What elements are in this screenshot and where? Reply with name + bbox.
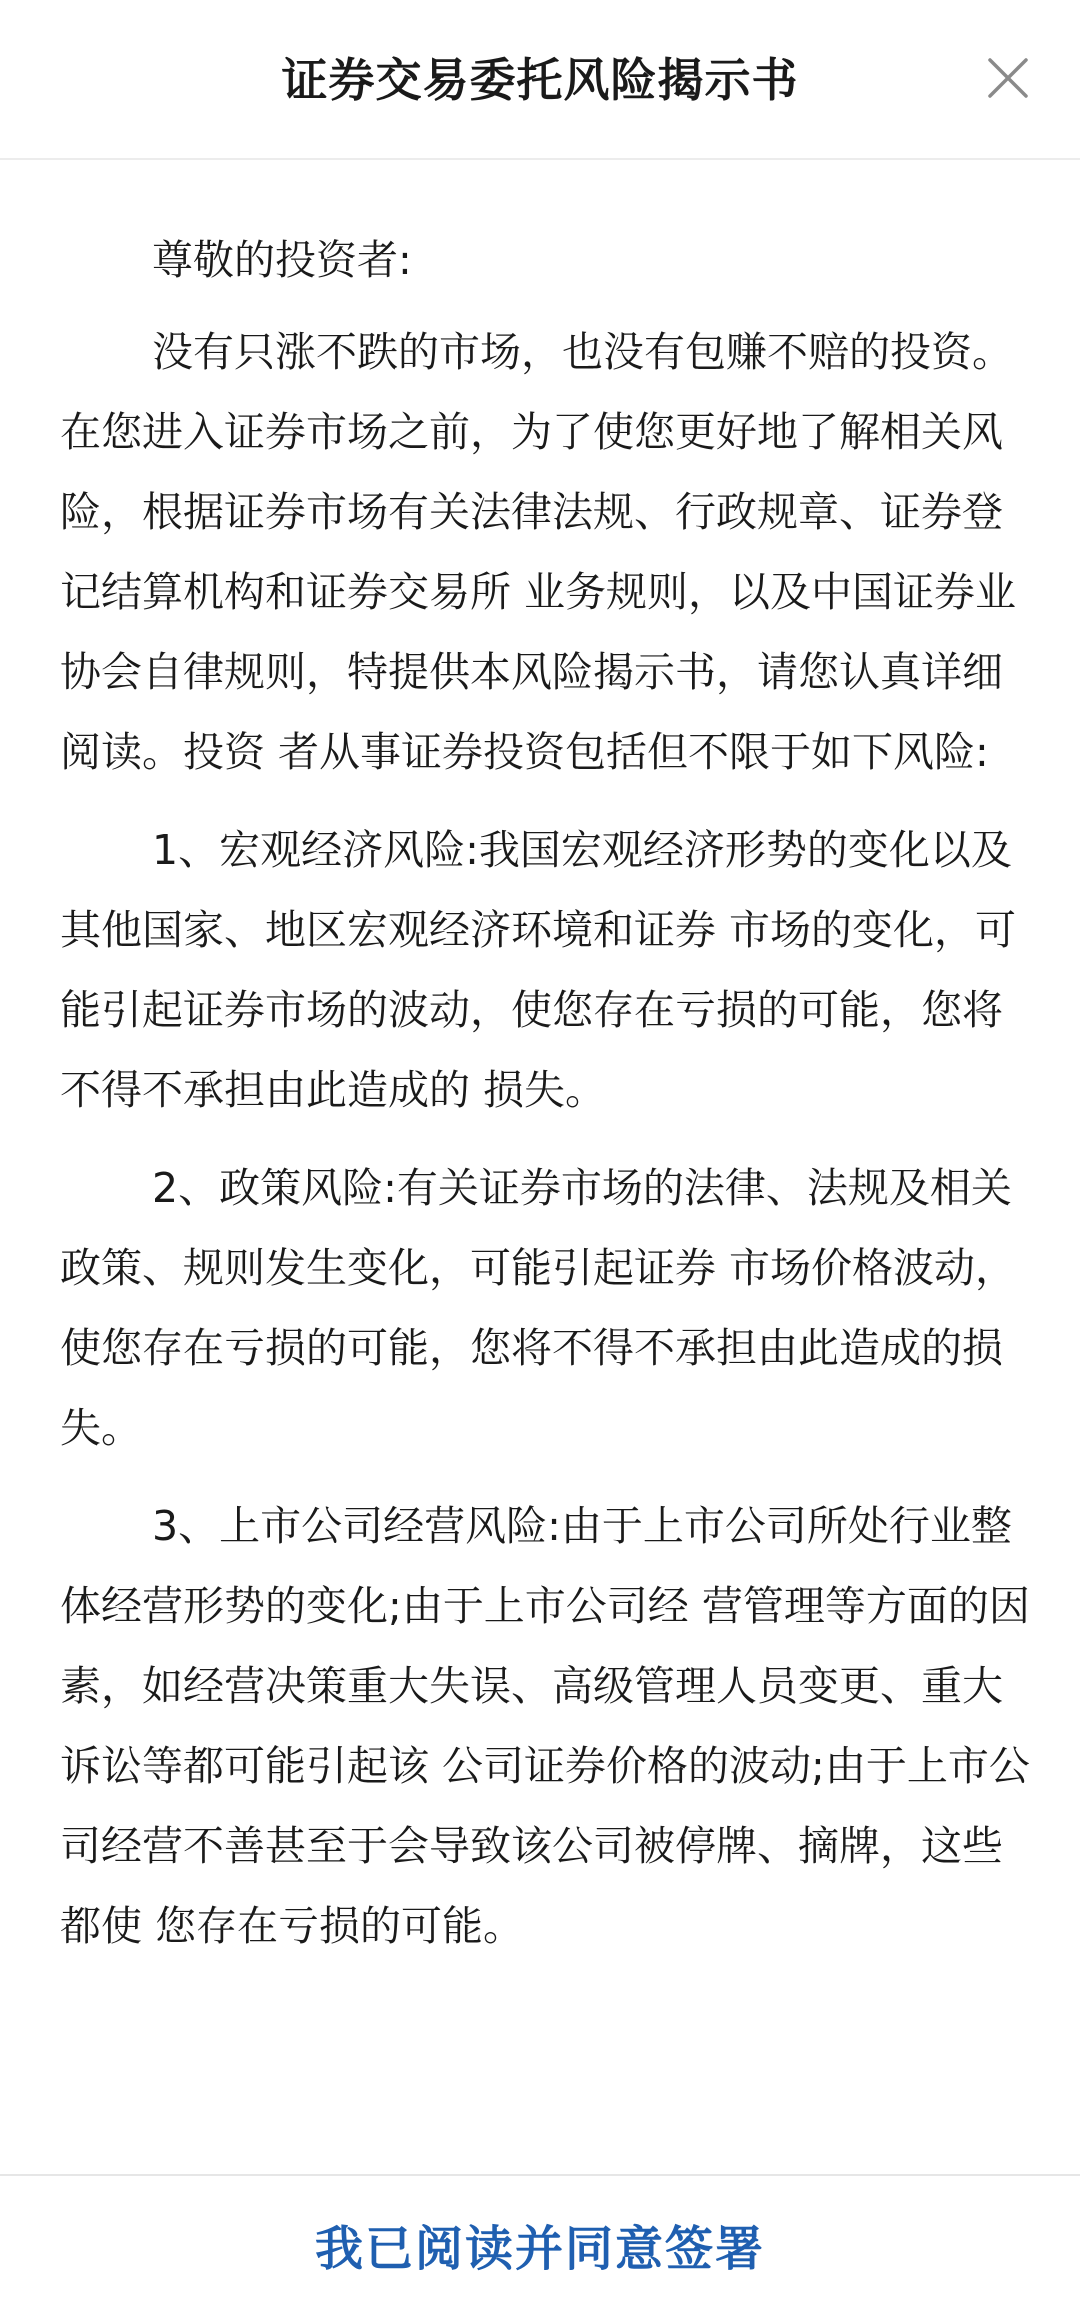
intro-paragraph: 没有只涨不跌的市场，也没有包赚不赔的投资。在您进入证券市场之前，为了使您更好地了解相关风险，根据证券市场有关法律法规、行政规章、证券登记结算机构和证券交易所 业务规则，以及中国证券业协会自律规则，特提供本风险揭示书，请您认真详细阅读。投资 者从事证券投资包括但不限于如下风险: bbox=[60, 328, 1017, 776]
greeting-text: 尊敬的投资者: bbox=[152, 236, 412, 284]
risk-item-listed-company: 3、上市公司经营风险:由于上市公司所处行业整体经营形势的变化;由于上市公司经 营管理等方面的因素，如经营决策重大失误、高级管理人员变更、重大诉讼等都可能引起该 公司证券价格的波动;由于上市公司经营不善甚至于会导致该公司被停牌、摘牌，这些都使 您存在亏损的可能。 bbox=[60, 1502, 1030, 1950]
risk-item-policy: 2、政策风险:有关证券市场的法律、法规及相关政策、规则发生变化，可能引起证券 市场价格波动，使您存在亏损的可能，您将不得不承担由此造成的损失。 bbox=[60, 1164, 1017, 1452]
footer-bar bbox=[0, 2174, 1080, 2322]
document-scroll-area[interactable] bbox=[0, 160, 1080, 2174]
close-button[interactable] bbox=[976, 46, 1040, 110]
close-icon bbox=[976, 46, 1040, 110]
agree-and-sign-button[interactable]: 我已阅读并同意签署 bbox=[314, 2221, 765, 2277]
risk-item-macro-economic: 1、宏观经济风险:我国宏观经济形势的变化以及其他国家、地区宏观经济环境和证券 市场的变化，可能引起证券市场的波动，使您存在亏损的可能，您将不得不承担由此造成的 损失。 bbox=[60, 826, 1017, 1114]
page-title: 证券交易委托风险揭示书 bbox=[281, 53, 799, 107]
header-bar bbox=[0, 0, 1080, 160]
